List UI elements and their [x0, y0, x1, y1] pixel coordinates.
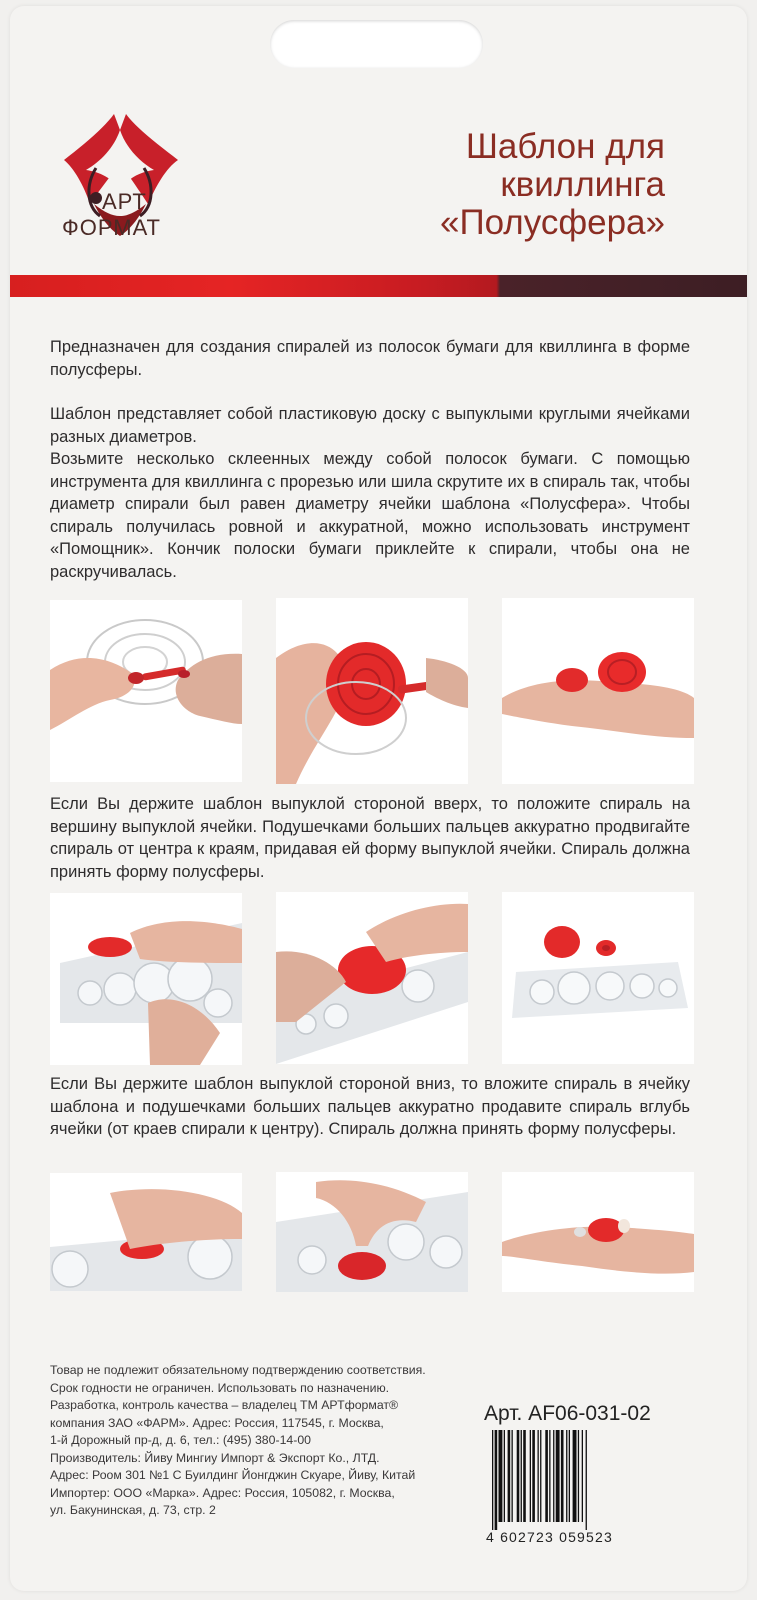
barcode-bar: [538, 1430, 539, 1522]
title-line-2: квиллинга: [500, 165, 665, 204]
photo-spiral-in-cell: [276, 1172, 468, 1292]
photo-pressing-into-cell: [50, 1173, 242, 1291]
title-line-3: «Полусфера»: [439, 203, 665, 242]
barcode-bar: [582, 1430, 583, 1522]
photo-convex-pressing: [50, 893, 242, 1065]
barcode-bar: [578, 1430, 579, 1522]
photo-shaping-dome: [276, 892, 468, 1064]
step-convex-up-paragraph: Если Вы держите шаблон выпуклой стороной вверх, то положите спираль на вершину выпуклой ячейки. Подушечками больших пальцев аккуратно продвигайте спираль от центра к краям, придавая ей форму выпуклой ячейки. Спираль должна принять форму полусферы.: [50, 795, 690, 881]
photo-holding-spiral: [276, 598, 468, 784]
hands-holding-spiral-photo-icon: [276, 598, 468, 784]
barcode-bar: [561, 1430, 564, 1522]
barcode-bar: [504, 1430, 505, 1522]
intro-text: [50, 336, 690, 583]
legal-line-9: ул. Бакунинская, д. 73, стр. 2: [50, 1503, 216, 1517]
step-convex-down-text: [50, 1073, 690, 1141]
palm-with-spirals-photo-icon: [502, 598, 694, 784]
palm-with-finished-dome-photo-icon: [502, 1172, 694, 1292]
legal-line-4: компания ЗАО «ФАРМ». Адрес: Россия, 117545, г. Москва,: [50, 1415, 384, 1430]
barcode-bar: [523, 1430, 526, 1522]
barcode-bar: [532, 1430, 535, 1522]
barcode-bar: [517, 1430, 520, 1522]
pressing-spiral-on-convex-template-photo-icon: [50, 893, 242, 1065]
barcode-bar: [492, 1430, 493, 1530]
legal-line-1: Товар не подлежит обязательному подтверждению соответствия.: [50, 1363, 426, 1377]
article-number: Арт. AF06-031-02: [484, 1402, 651, 1425]
step-convex-down-paragraph: Если Вы держите шаблон выпуклой стороной вниз, то вложите спираль в ячейку шаблона и подушечками больших пальцев аккуратно продавите спираль вглубь ячейки (от краев спирали к центру). Спираль должна принять форму полусферы.: [50, 1075, 690, 1138]
barcode-bar: [521, 1430, 522, 1522]
step-convex-up-text: [50, 793, 690, 883]
hands-rolling-spiral-photo-icon: [50, 600, 242, 782]
barcode-bar: [549, 1430, 550, 1522]
barcode-bar: [545, 1430, 548, 1522]
photo-palm-finished-dome: [502, 1172, 694, 1292]
barcode-bar: [566, 1430, 567, 1522]
photo-finished-domes: [502, 892, 694, 1064]
product-title: [440, 128, 665, 242]
logo-text-format: ФОРМАТ: [62, 215, 161, 240]
legal-line-8: Импортер: ООО «Марка». Адрес: Россия, 105082, г. Москва,: [50, 1485, 395, 1500]
logo-text-art: АРТ: [102, 189, 147, 214]
barcode-bar: [553, 1430, 554, 1522]
barcode-bar: [540, 1430, 541, 1522]
shaping-dome-on-template-photo-icon: [276, 892, 468, 1064]
intro-paragraph-2: Шаблон представляет собой пластиковую доску с выпуклыми круглыми ячейками разных диаметров.: [50, 405, 690, 446]
legal-line-3: Разработка, контроль качества – владелец ТМ АРТформат®: [50, 1398, 399, 1412]
barcode-bar: [495, 1430, 498, 1530]
barcode-bar: [556, 1430, 560, 1522]
legal-info: [50, 1362, 480, 1520]
finished-domes-on-template-photo-icon: [502, 892, 694, 1064]
photo-rolling-spiral: [50, 600, 242, 782]
barcode-bar: [530, 1430, 531, 1522]
title-line-1: Шаблон для: [465, 127, 665, 166]
barcode-bar: [508, 1430, 511, 1522]
intro-paragraph-1: Предназначен для создания спиралей из полосок бумаги для квиллинга в форме полусферы.: [50, 338, 690, 379]
legal-line-7: Адрес: Роом 301 №1 С Буилдинг Йонгджин Скуаре, Йиву, Китай: [50, 1468, 416, 1482]
legal-line-6: Производитель: Йиву Мингиу Импорт & Экспорт Ко., ЛТД.: [50, 1450, 380, 1465]
hang-hole: [270, 20, 483, 68]
legal-line-5: 1-й Дорожный пр-д, д. 6, тел.: (495) 380-14-00: [50, 1433, 312, 1447]
barcode-bar: [569, 1430, 570, 1522]
photo-palm-spirals: [502, 598, 694, 784]
intro-paragraph-3: Возьмите несколько склеенных между собой полосок бумаги. С помощью инструмента для квиллинга с прорезью или шила скрутите их в спираль так, чтобы диаметр спирали был равен диаметру ячейки шаблона «Полусфера». Чтобы спираль получилась ровной и аккуратной, можно использовать инструмент «Помощник». Кончик полоски бумаги приклейте к спирали, чтобы она не раскручивалась.: [50, 450, 690, 581]
barcode-bar: [512, 1430, 513, 1522]
color-stripe: [10, 275, 747, 297]
barcode-bar: [573, 1430, 577, 1522]
barcode-bar: [586, 1430, 587, 1530]
spiral-in-concave-cell-photo-icon: [276, 1172, 468, 1292]
barcode-bar: [499, 1430, 503, 1522]
barcode: [486, 1430, 661, 1550]
pressing-spiral-into-cell-photo-icon: [50, 1173, 242, 1291]
legal-line-2: Срок годности не ограничен. Использовать по назначению.: [50, 1380, 390, 1395]
barcode-bars-icon: [492, 1430, 657, 1530]
barcode-digits: 4 602723 059523: [486, 1529, 613, 1545]
